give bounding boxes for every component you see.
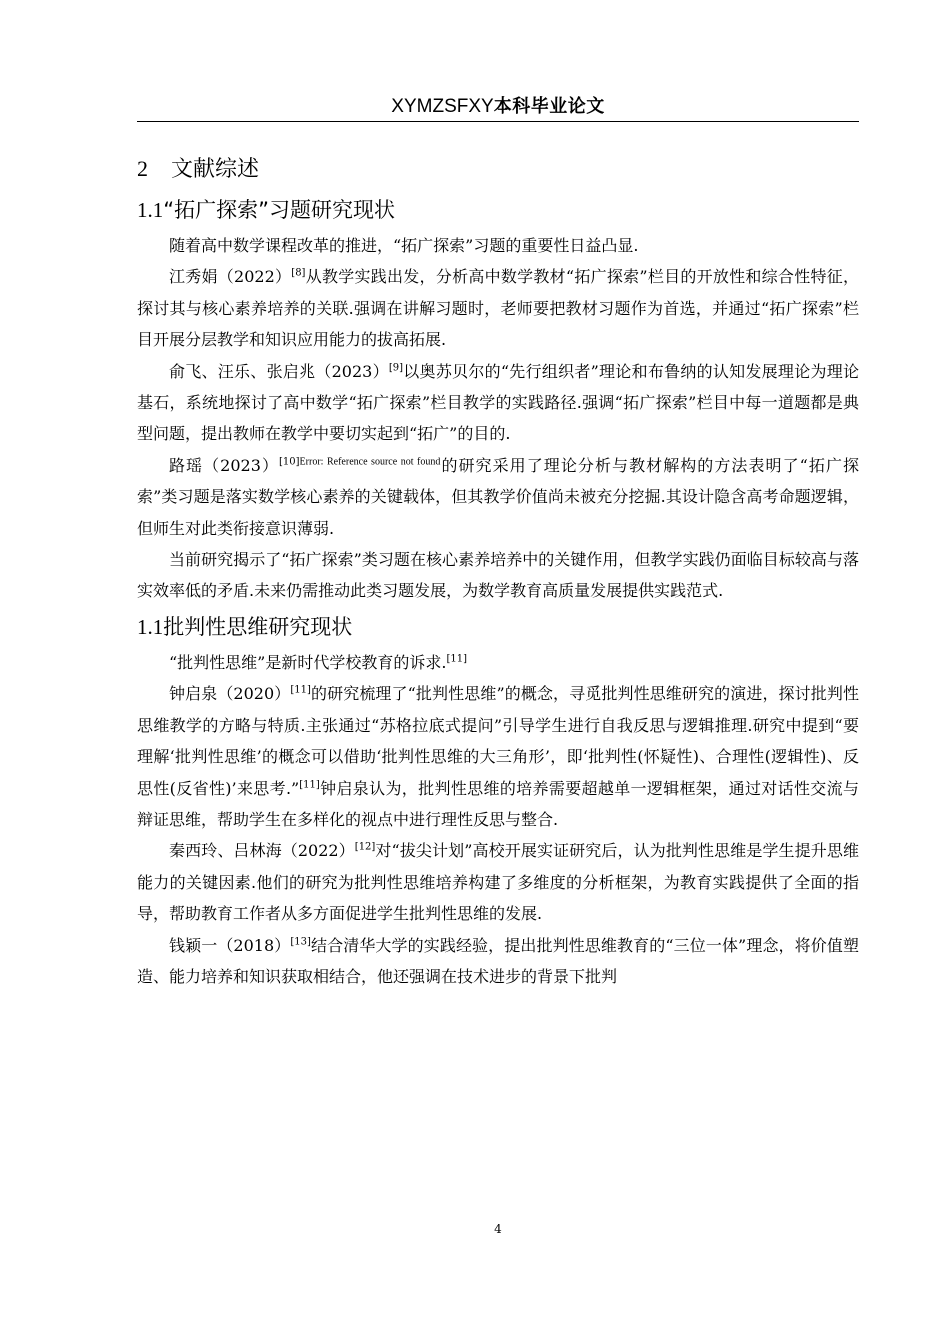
- paragraph: [137, 930, 859, 993]
- paragraph: [137, 678, 859, 835]
- paragraph-text: 对“拔尖计划”高校开展实证研究后，认为批判性思维是学生提升思维能力的关键因素.他们的研究为批判性思维培养构建了多维度的分析框架，为教育实践提供了全面的指导，帮助教育工作者从多方面促进学生批判性思维的发展.: [137, 841, 859, 924]
- subsection-heading-critical-thinking: [137, 607, 859, 647]
- header-code: XYMZSFXY: [391, 96, 494, 117]
- citation-author: 俞飞、汪乐、张启兆（2023）: [169, 361, 389, 381]
- subsection-title: “拓广探索”习题研究现状: [163, 198, 396, 222]
- subsection-number: 1.1: [137, 198, 164, 222]
- citation-author: 路瑶（2023）: [169, 455, 280, 475]
- citation-ref: [9]: [388, 362, 404, 374]
- paragraph: [137, 230, 859, 261]
- paragraph-text: 结合清华大学的实践经验，提出批判性思维教育的“三位一体”理念，将价值塑造、能力培养和知识获取相结合，他还强调在技术进步的背景下批判: [137, 935, 859, 986]
- citation-author: 秦西玲、吕林海（2022）: [169, 841, 355, 861]
- section-number: 2: [137, 156, 148, 181]
- paragraph-text: “批判性思维”是新时代学校教育的诉求.: [169, 652, 447, 672]
- paragraph: [137, 544, 859, 607]
- paragraph-text: 从教学实践出发，分析高中数学教材“拓广探索”栏目的开放性和综合性特征，探讨其与核心素养培养的关联.强调在讲解习题时，老师要把教材习题作为首选，并通过“拓广探索”栏目开展分层教学和知识应用能力的拔高拓展.: [137, 267, 859, 350]
- citation-author: 钟启泉（2020）: [169, 684, 291, 704]
- paragraph-text: 钟启泉认为，批判性思维的培养需要超越单一逻辑框架，通过对话性交流与辩证思维，帮助学生在多样化的视点中进行理性反思与整合.: [137, 778, 859, 829]
- citation-ref: [11]: [446, 653, 467, 665]
- paragraph: [137, 647, 859, 678]
- citation-author: 钱颖一（2018）: [169, 935, 291, 955]
- citation-ref: [10]: [279, 456, 300, 468]
- citation-ref: [8]: [291, 268, 306, 280]
- citation-ref: [12]: [354, 841, 376, 853]
- citation-ref: [13]: [290, 936, 311, 948]
- section-heading: [137, 148, 859, 190]
- reference-error: Error: Reference source not found: [299, 456, 441, 468]
- paragraph-text: 以奥苏贝尔的“先行组织者”理论和布鲁纳的认知发展理论为理论基石，系统地探讨了高中数学“拓广探索”栏目教学的实践路径.强调“拓广探索”栏目中每一道题都是典型问题，提出教师在教学中要切实起到“拓广”的目的.: [137, 361, 859, 444]
- subsection-title: 批判性思维研究现状: [163, 614, 353, 639]
- citation-ref: [11]: [290, 684, 311, 696]
- section-title: 文献综述: [171, 157, 260, 182]
- subsection-heading-tuoguang: [137, 190, 859, 230]
- paragraph-text: 的研究采用了理论分析与教材解构的方法表明了“拓广探索”类习题是落实数学核心素养的关键载体，但其教学价值尚未被充分挖掘.其设计隐含高考命题逻辑，但师生对此类衔接意识薄弱.: [137, 455, 859, 538]
- subsection-number: 1.1: [137, 614, 164, 639]
- paragraph-text: 当前研究揭示了“拓广探索”类习题在核心素养培养中的关键作用，但教学实践仍面临目标较高与落实效率低的矛盾.未来仍需推动此类习题发展，为数学教育高质量发展提供实践范式.: [137, 550, 859, 601]
- citation-author: 江秀娟（2022）: [169, 267, 292, 287]
- page-header: [137, 92, 859, 120]
- paragraph: [137, 450, 859, 544]
- paragraph: [137, 356, 859, 450]
- paragraph-text: 随着高中数学课程改革的推进，“拓广探索”习题的重要性日益凸显.: [169, 236, 639, 255]
- citation-ref: [11]: [299, 779, 320, 791]
- paragraph: [137, 261, 859, 355]
- page-number: 4: [494, 1222, 502, 1236]
- header-rule: [137, 121, 859, 122]
- paragraph-text: 的研究梳理了“批判性思维”的概念，寻觅批判性思维研究的演进，探讨批判性思维教学的方略与特质.主张通过“苏格拉底式提问”引导学生进行自我反思与逻辑推理.研究中提到“要理解‘批判性思维’的概念可以借助‘批判性思维的大三角形’，即‘批判性(怀疑性)、合理性(逻辑性)、反思性(反省性)’来思考.”: [137, 684, 859, 798]
- page-body: [137, 148, 859, 992]
- paragraph: [137, 835, 859, 929]
- header-suffix: 本科毕业论文: [493, 96, 605, 117]
